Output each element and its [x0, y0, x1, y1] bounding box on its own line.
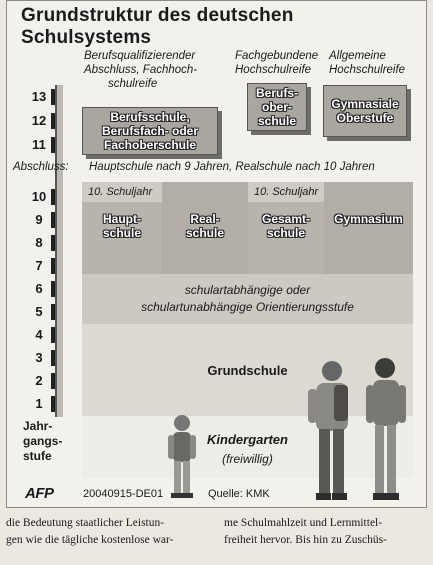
grade-5: 5 [23, 302, 55, 322]
label-line: schule [185, 226, 224, 240]
header-fachgebunden [235, 49, 318, 77]
grundschule-label: Grundschule [207, 362, 288, 378]
box-gymnasiale-oberstufe [323, 85, 407, 137]
box-line: Oberstufe [336, 111, 394, 125]
grade-4: 4 [23, 325, 55, 345]
box-line: Berufsfach- oder [101, 124, 199, 138]
grade-8: 8 [23, 233, 55, 253]
box-line: Berufsschule, [110, 110, 190, 124]
column-realschule [162, 182, 248, 274]
source-label: Quelle: KMK [208, 488, 270, 500]
label-line: schule [102, 226, 141, 240]
column-gesamtschule [248, 182, 324, 274]
column-head-10-schuljahr: 10. Schuljahr [248, 182, 324, 202]
grade-10: 10 [23, 187, 55, 207]
article-line: me Schulmahlzeit und Lernmittel- [224, 517, 383, 529]
label-line: schule [266, 226, 305, 240]
box-berufsoberschule [247, 83, 307, 131]
label-gymnasium [324, 212, 413, 226]
header-line: Hochschulreife [329, 64, 406, 76]
grade-12: 12 [23, 111, 55, 131]
grade-ladder [55, 85, 63, 417]
abschluss-text: Hauptschule nach 9 Jahren, Realschule nach 10 Jahren [89, 161, 375, 173]
column-gymnasium [324, 182, 413, 274]
infographic-frame [6, 0, 427, 508]
header-line: schulreife [108, 78, 158, 90]
box-line: Berufs- [255, 86, 298, 100]
grade-11: 11 [23, 135, 55, 155]
label-realschule [162, 212, 248, 240]
abschluss-label: Abschluss: [13, 161, 69, 173]
header-line: Berufsqualifizierender [84, 50, 196, 62]
box-line: ober- [261, 100, 292, 114]
column-hauptschule [82, 182, 162, 274]
grade-13: 13 [23, 87, 55, 107]
header-berufsqualifizierend [84, 49, 197, 91]
box-line: Fachoberschule [103, 138, 197, 152]
header-line: Abschluss, Fachhoch- [84, 64, 198, 76]
grade-1: 1 [23, 394, 55, 414]
box-line: Gymnasiale [331, 97, 399, 111]
teen-girl-figure [363, 355, 409, 505]
header-line: Allgemeine [329, 50, 386, 62]
grade-6: 6 [23, 279, 55, 299]
label-line: Gesamt- [261, 212, 311, 226]
jg-line: Jahr- [23, 419, 53, 433]
grade-9: 9 [23, 210, 55, 230]
header-line: Fachgebundene [235, 50, 319, 62]
afp-logo: AFP [25, 485, 54, 502]
kindergarten-title: Kindergarten [207, 432, 288, 447]
label-gesamtschule [248, 212, 324, 240]
article-line: die Bedeutung staatlicher Leistun- [6, 517, 165, 529]
jahrgangsstufe-label [23, 419, 62, 464]
column-head-10-schuljahr: 10. Schuljahr [82, 182, 162, 202]
label-line: Real- [190, 212, 220, 226]
jg-line: gangs- [23, 434, 63, 448]
article-line: gen wie die tägliche kostenlose war- [6, 534, 174, 546]
grade-3: 3 [23, 348, 55, 368]
grade-2: 2 [23, 371, 55, 391]
article-line: freiheit hervor. Bis hin zu Zuschüs- [224, 534, 387, 546]
label-line: Haupt- [103, 212, 141, 226]
child-figure [165, 413, 199, 501]
orient-line: schulartabhängige oder [184, 283, 311, 297]
header-allgemein [329, 49, 405, 77]
label-hauptschule [82, 212, 162, 240]
kindergarten-sub: (freiwillig) [222, 452, 273, 466]
jg-line: stufe [23, 449, 52, 463]
box-line: schule [257, 114, 296, 128]
orient-line: schulartunabhängige Orientierungsstufe [141, 300, 354, 314]
orientierungsstufe [82, 274, 413, 324]
grade-7: 7 [23, 256, 55, 276]
box-berufsschule [82, 107, 218, 155]
teen-boy-figure [304, 359, 358, 505]
header-line: Hochschulreife [235, 64, 312, 76]
label-line: Gymnasium [334, 212, 403, 226]
page-title: Grundstruktur des deutschen Schulsystems [21, 5, 294, 48]
article-column-1 [6, 515, 173, 549]
graphic-code: 20040915-DE01 [83, 488, 164, 500]
article-column-2 [224, 515, 387, 549]
